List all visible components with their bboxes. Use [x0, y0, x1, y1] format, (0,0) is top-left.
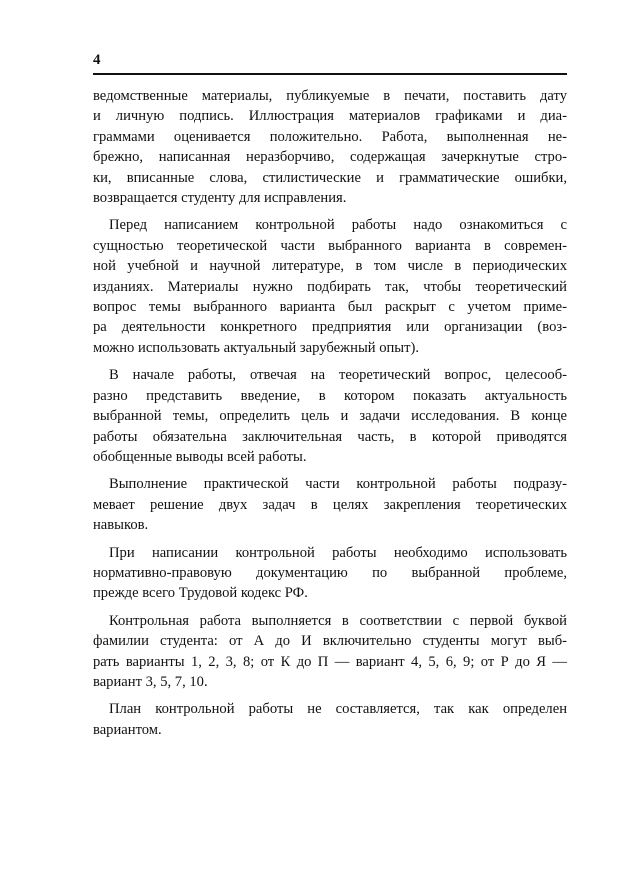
text-line: ра деятельности конкретного предприятия или организации (воз- — [93, 319, 567, 336]
text-line: работы обязательна заключительная часть, в которой приводятся — [93, 428, 567, 445]
text-line: брежно, написанная неразборчиво, содержащая зачеркнутые стро- — [93, 149, 567, 166]
text-line: возвращается студенту для исправления. — [93, 190, 347, 207]
document-page — [93, 50, 567, 747]
text-line: Выполнение практической части контрольной работы подразу- — [109, 476, 567, 493]
text-line: рать варианты 1, 2, 3, 8; от К до П — вариант 4, 5, 6, 9; от Р до Я — — [93, 653, 567, 670]
paragraph — [93, 543, 567, 604]
text-line: вариантом. — [93, 721, 162, 738]
text-line: План контрольной работы не составляется, так как определен — [109, 701, 567, 718]
text-line: граммами оценивается положительно. Работа, выполненная не- — [93, 128, 567, 145]
text-line: ной учебной и научной литературе, в том числе в периодических — [93, 258, 567, 275]
text-line: обобщенные выводы всей работы. — [93, 448, 307, 465]
text-line: выбранной темы, определить цель и задачи исследования. В конце — [93, 408, 567, 425]
text-line: мевает решение двух задач в целях закрепления теоретических — [93, 496, 567, 513]
text-line: нормативно-правовую документацию по выбранной проблеме, — [93, 564, 567, 581]
page-header — [93, 50, 567, 75]
text-line: вариант 3, 5, 7, 10. — [93, 673, 208, 690]
paragraph — [93, 474, 567, 535]
text-line: и личную подпись. Иллюстрация материалов графиками и диа- — [93, 108, 567, 125]
text-line: разно представить введение, в котором показать актуальность — [93, 387, 567, 404]
page-number: 4 — [93, 52, 101, 68]
paragraph — [93, 611, 567, 693]
text-line: ки, вписанные слова, стилистические и грамматические ошибки, — [93, 169, 567, 186]
paragraph — [93, 365, 567, 467]
text-line: При написании контрольной работы необходимо использовать — [109, 544, 567, 561]
text-line: вопрос темы выбранного варианта был раскрыт с учетом приме- — [93, 299, 567, 316]
text-line: изданиях. Материалы нужно подбирать так, чтобы теоретический — [93, 278, 567, 295]
text-line: можно использовать актуальный зарубежный опыт). — [93, 339, 419, 356]
text-line: сущностью теоретической части выбранного варианта в современ- — [93, 237, 567, 254]
text-line: фамилии студента: от А до И включительно студенты могут выб- — [93, 633, 567, 650]
paragraph — [93, 86, 567, 208]
paragraph — [93, 699, 567, 740]
text-line: Контрольная работа выполняется в соответствии с первой буквой — [109, 612, 567, 629]
body-text — [93, 86, 567, 740]
text-line: В начале работы, отвечая на теоретический вопрос, целесооб- — [109, 367, 567, 384]
paragraph — [93, 215, 567, 358]
text-line: навыков. — [93, 517, 149, 534]
text-line: прежде всего Трудовой кодекс РФ. — [93, 585, 308, 602]
text-line: Перед написанием контрольной работы надо ознакомиться с — [109, 217, 567, 234]
text-line: ведомственные материалы, публикуемые в печати, поставить дату — [93, 88, 567, 104]
